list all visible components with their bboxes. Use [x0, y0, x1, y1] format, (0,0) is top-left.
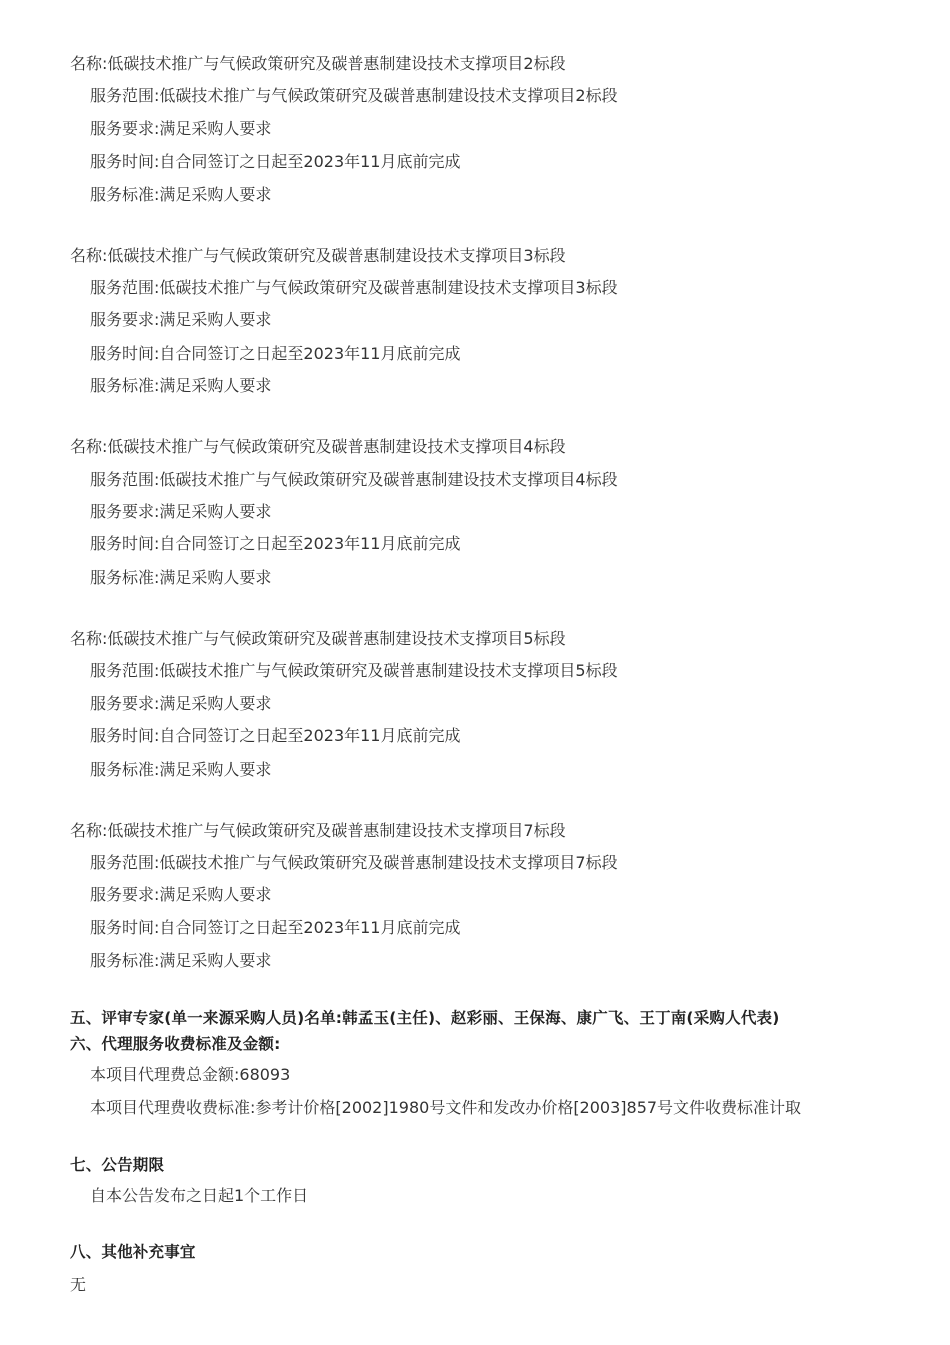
- lot-standard: [90, 950, 271, 972]
- section-7-heading: 七、公告期限: [70, 1156, 165, 1174]
- lot-requirement: [90, 118, 271, 140]
- lot-name: [70, 820, 566, 842]
- lot-name-label: 名称:: [70, 54, 108, 73]
- lot-time: [90, 917, 461, 939]
- lot-name: [70, 628, 566, 650]
- lot-standard: [90, 759, 271, 781]
- lot-scope-label: 服务范围:: [90, 470, 160, 489]
- lot-time: [90, 533, 461, 555]
- lot-standard-value: 满足采购人要求: [159, 568, 272, 587]
- lot-time: [90, 343, 461, 365]
- lot-standard-label: 服务标准:: [90, 185, 160, 204]
- lot-scope: [90, 852, 618, 874]
- lot-requirement-label: 服务要求:: [90, 694, 160, 713]
- lot-standard-value: 满足采购人要求: [159, 185, 272, 204]
- lot-time-label: 服务时间:: [90, 152, 160, 171]
- lot-standard-value: 满足采购人要求: [159, 760, 272, 779]
- lot-time-value: 自合同签订之日起至2023年11月底前完成: [159, 918, 461, 937]
- lot-name-value: 低碳技术推广与气候政策研究及碳普惠制建设技术支撑项目2标段: [107, 54, 566, 73]
- lot-scope-value: 低碳技术推广与气候政策研究及碳普惠制建设技术支撑项目4标段: [159, 470, 618, 489]
- lot-requirement-label: 服务要求:: [90, 310, 160, 329]
- lot-scope: [90, 277, 618, 299]
- lot-scope-value: 低碳技术推广与气候政策研究及碳普惠制建设技术支撑项目7标段: [159, 853, 618, 872]
- lot-standard-value: 满足采购人要求: [159, 951, 272, 970]
- lot-standard-value: 满足采购人要求: [159, 376, 272, 395]
- lot-standard: [90, 184, 271, 206]
- lot-time-value: 自合同签订之日起至2023年11月底前完成: [159, 344, 461, 363]
- lot-requirement-value: 满足采购人要求: [159, 502, 272, 521]
- lot-scope: [90, 85, 618, 107]
- section-5-heading: 五、评审专家(单一来源采购人员)名单:韩孟玉(主任)、赵彩丽、王保海、康广飞、王丁南(采购人代表): [70, 1009, 780, 1027]
- lot-scope-label: 服务范围:: [90, 86, 160, 105]
- lot-requirement: [90, 501, 271, 523]
- lot-requirement-value: 满足采购人要求: [159, 119, 272, 138]
- lot-scope-value: 低碳技术推广与气候政策研究及碳普惠制建设技术支撑项目5标段: [159, 661, 618, 680]
- lot-scope-value: 低碳技术推广与气候政策研究及碳普惠制建设技术支撑项目3标段: [159, 278, 618, 297]
- section-8-heading: 八、其他补充事宜: [70, 1243, 196, 1261]
- lot-standard-label: 服务标准:: [90, 376, 160, 395]
- lot-requirement-value: 满足采购人要求: [159, 885, 272, 904]
- lot-requirement: [90, 693, 271, 715]
- lot-requirement-value: 满足采购人要求: [159, 694, 272, 713]
- lot-time-value: 自合同签订之日起至2023年11月底前完成: [159, 726, 461, 745]
- lot-scope-value: 低碳技术推广与气候政策研究及碳普惠制建设技术支撑项目2标段: [159, 86, 618, 105]
- lot-standard-label: 服务标准:: [90, 951, 160, 970]
- lot-standard-label: 服务标准:: [90, 760, 160, 779]
- lot-time-label: 服务时间:: [90, 344, 160, 363]
- lot-standard-label: 服务标准:: [90, 568, 160, 587]
- lot-requirement-label: 服务要求:: [90, 502, 160, 521]
- lot-name-value: 低碳技术推广与气候政策研究及碳普惠制建设技术支撑项目4标段: [107, 437, 566, 456]
- notice-period-text: 自本公告发布之日起1个工作日: [90, 1186, 309, 1205]
- lot-scope-label: 服务范围:: [90, 853, 160, 872]
- lot-name-label: 名称:: [70, 821, 108, 840]
- agency-fee-standard: 本项目代理费收费标准:参考计价格[2002]1980号文件和发改办价格[2003]857号文件收费标准计取: [90, 1098, 802, 1117]
- lot-name-label: 名称:: [70, 437, 108, 456]
- lot-name-value: 低碳技术推广与气候政策研究及碳普惠制建设技术支撑项目3标段: [107, 246, 566, 265]
- lot-time-value: 自合同签订之日起至2023年11月底前完成: [159, 534, 461, 553]
- lot-time-label: 服务时间:: [90, 534, 160, 553]
- lot-scope-label: 服务范围:: [90, 661, 160, 680]
- lot-requirement-label: 服务要求:: [90, 885, 160, 904]
- lot-time-value: 自合同签订之日起至2023年11月底前完成: [159, 152, 461, 171]
- lot-name-label: 名称:: [70, 246, 108, 265]
- lot-time: [90, 725, 461, 747]
- other-matters-text: 无: [70, 1275, 87, 1294]
- lot-time: [90, 151, 461, 173]
- lot-time-label: 服务时间:: [90, 726, 160, 745]
- lot-name-value: 低碳技术推广与气候政策研究及碳普惠制建设技术支撑项目5标段: [107, 629, 566, 648]
- lot-name: [70, 436, 566, 458]
- lot-name: [70, 53, 566, 75]
- lot-scope: [90, 660, 618, 682]
- lot-scope: [90, 469, 618, 491]
- lot-requirement-value: 满足采购人要求: [159, 310, 272, 329]
- lot-standard: [90, 375, 271, 397]
- lot-requirement: [90, 884, 271, 906]
- lot-scope-label: 服务范围:: [90, 278, 160, 297]
- section-6-heading: 六、代理服务收费标准及金额:: [70, 1035, 281, 1053]
- lot-requirement-label: 服务要求:: [90, 119, 160, 138]
- lot-time-label: 服务时间:: [90, 918, 160, 937]
- agency-fee-total: 本项目代理费总金额:68093: [90, 1065, 291, 1084]
- lot-standard: [90, 567, 271, 589]
- lot-name-label: 名称:: [70, 629, 108, 648]
- lot-name: [70, 245, 566, 267]
- lot-name-value: 低碳技术推广与气候政策研究及碳普惠制建设技术支撑项目7标段: [107, 821, 566, 840]
- lot-requirement: [90, 309, 271, 331]
